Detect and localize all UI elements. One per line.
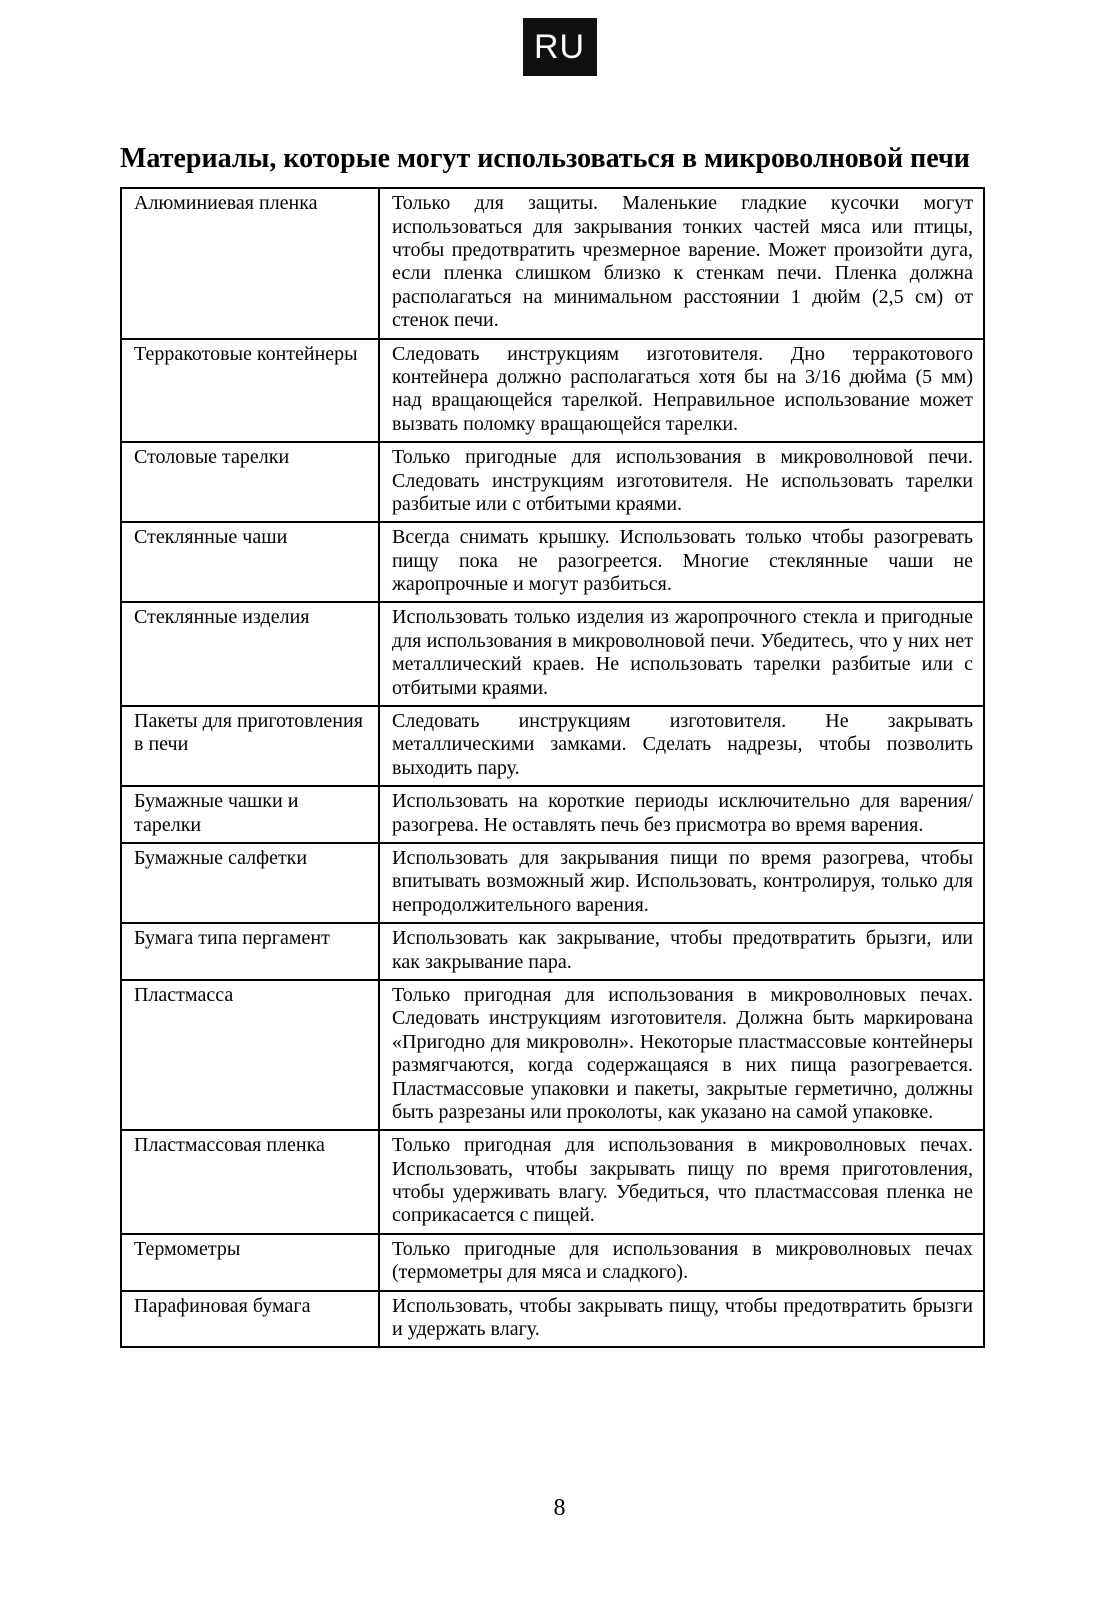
material-description-cell: Использовать только изделия из жаропрочного стекла и пригодные для использования в микроволновой печи. Убедитесь, что у них нет металлический краев. Не использовать тарелки разбитые или с отбитыми краями. bbox=[379, 602, 984, 706]
material-description-cell: Только пригодные для использования в микроволновых печах (термометры для мяса и сладкого). bbox=[379, 1234, 984, 1291]
material-description-cell: Использовать для закрывания пищи по время разогрева, чтобы впитывать возможный жир. Использовать, контролируя, только для непродолжительного варения. bbox=[379, 843, 984, 923]
material-name-cell: Терракотовые контейнеры bbox=[121, 339, 379, 443]
material-name-cell: Бумажные чашки и тарелки bbox=[121, 786, 379, 843]
table-row bbox=[121, 843, 984, 923]
table-row bbox=[121, 1130, 984, 1234]
language-badge bbox=[523, 18, 597, 76]
material-name-cell: Стеклянные чаши bbox=[121, 522, 379, 602]
materials-table bbox=[120, 187, 985, 1348]
material-description-cell: Использовать как закрывание, чтобы предотвратить брызги, или как закрывание пара. bbox=[379, 923, 984, 980]
material-description-cell: Только для защиты. Маленькие гладкие кусочки могут использоваться для закрывания тонких частей мяса или птицы, чтобы предотвратить чрезмерное варение. Может произойти дуга, если пленка слишком близко к стенкам печи. Пленка должна располагаться на минимальном расстоянии 1 дюйм (2,5 см) от стенок печи. bbox=[379, 188, 984, 338]
table-row bbox=[121, 339, 984, 443]
material-name-cell: Стеклянные изделия bbox=[121, 602, 379, 706]
material-name-cell: Алюминиевая пленка bbox=[121, 188, 379, 338]
table-row bbox=[121, 1234, 984, 1291]
table-row bbox=[121, 188, 984, 338]
materials-table-body bbox=[121, 188, 984, 1347]
table-row bbox=[121, 522, 984, 602]
table-row bbox=[121, 706, 984, 786]
table-row bbox=[121, 1291, 984, 1348]
material-description-cell: Только пригодные для использования в микроволновой печи. Следовать инструкциям изготовителя. Не использовать тарелки разбитые или с отбитыми краями. bbox=[379, 442, 984, 522]
material-description-cell: Использовать, чтобы закрывать пищу, чтобы предотвратить брызги и удержать влагу. bbox=[379, 1291, 984, 1348]
page-title: Материалы, которые могут использоваться в микроволновой печи bbox=[120, 143, 970, 174]
material-name-cell: Столовые тарелки bbox=[121, 442, 379, 522]
material-description-cell: Только пригодная для использования в микроволновых печах. Использовать, чтобы закрывать пищу по время приготовления, чтобы удерживать влагу. Убедиться, что пластмассовая пленка не соприкасается с пищей. bbox=[379, 1130, 984, 1234]
language-label: RU bbox=[533, 27, 586, 66]
material-name-cell: Парафиновая бумага bbox=[121, 1291, 379, 1348]
material-name-cell: Бумага типа пергамент bbox=[121, 923, 379, 980]
material-description-cell: Использовать на короткие периоды исключительно для варения/разогрева. Не оставлять печь без присмотра во время варения. bbox=[379, 786, 984, 843]
page-number: 8 bbox=[553, 1495, 566, 1521]
material-name-cell: Пластмасса bbox=[121, 980, 379, 1130]
document-content bbox=[0, 140, 1119, 1348]
table-row bbox=[121, 602, 984, 706]
table-row bbox=[121, 923, 984, 980]
header bbox=[0, 0, 1119, 76]
material-name-cell: Термометры bbox=[121, 1234, 379, 1291]
table-row bbox=[121, 786, 984, 843]
material-description-cell: Только пригодная для использования в микроволновых печах. Следовать инструкциям изготовителя. Должна быть маркирована «Пригодно для микроволн». Некоторые пластмассовые контейнеры размягчаются, когда содержащаяся в них пища разогревается. Пластмассовые упаковки и пакеты, закрытые герметично, должны быть разрезаны или проколоты, как указано на самой упаковке. bbox=[379, 980, 984, 1130]
table-row bbox=[121, 442, 984, 522]
material-name-cell: Пластмассовая пленка bbox=[121, 1130, 379, 1234]
material-name-cell: Бумажные салфетки bbox=[121, 843, 379, 923]
material-description-cell: Следовать инструкциям изготовителя. Не закрывать металлическими замками. Сделать надрезы, чтобы позволить выходить пару. bbox=[379, 706, 984, 786]
material-name-cell: Пакеты для приготовления в печи bbox=[121, 706, 379, 786]
material-description-cell: Всегда снимать крышку. Использовать только чтобы разогревать пищу пока не разогреется. Многие стеклянные чаши не жаропрочные и могут разбиться. bbox=[379, 522, 984, 602]
table-row bbox=[121, 980, 984, 1130]
material-description-cell: Следовать инструкциям изготовителя. Дно терракотового контейнера должно располагаться хотя бы на 3/16 дюйма (5 мм) над вращающейся тарелкой. Неправильное использование может вызвать поломку вращающейся тарелки. bbox=[379, 339, 984, 443]
